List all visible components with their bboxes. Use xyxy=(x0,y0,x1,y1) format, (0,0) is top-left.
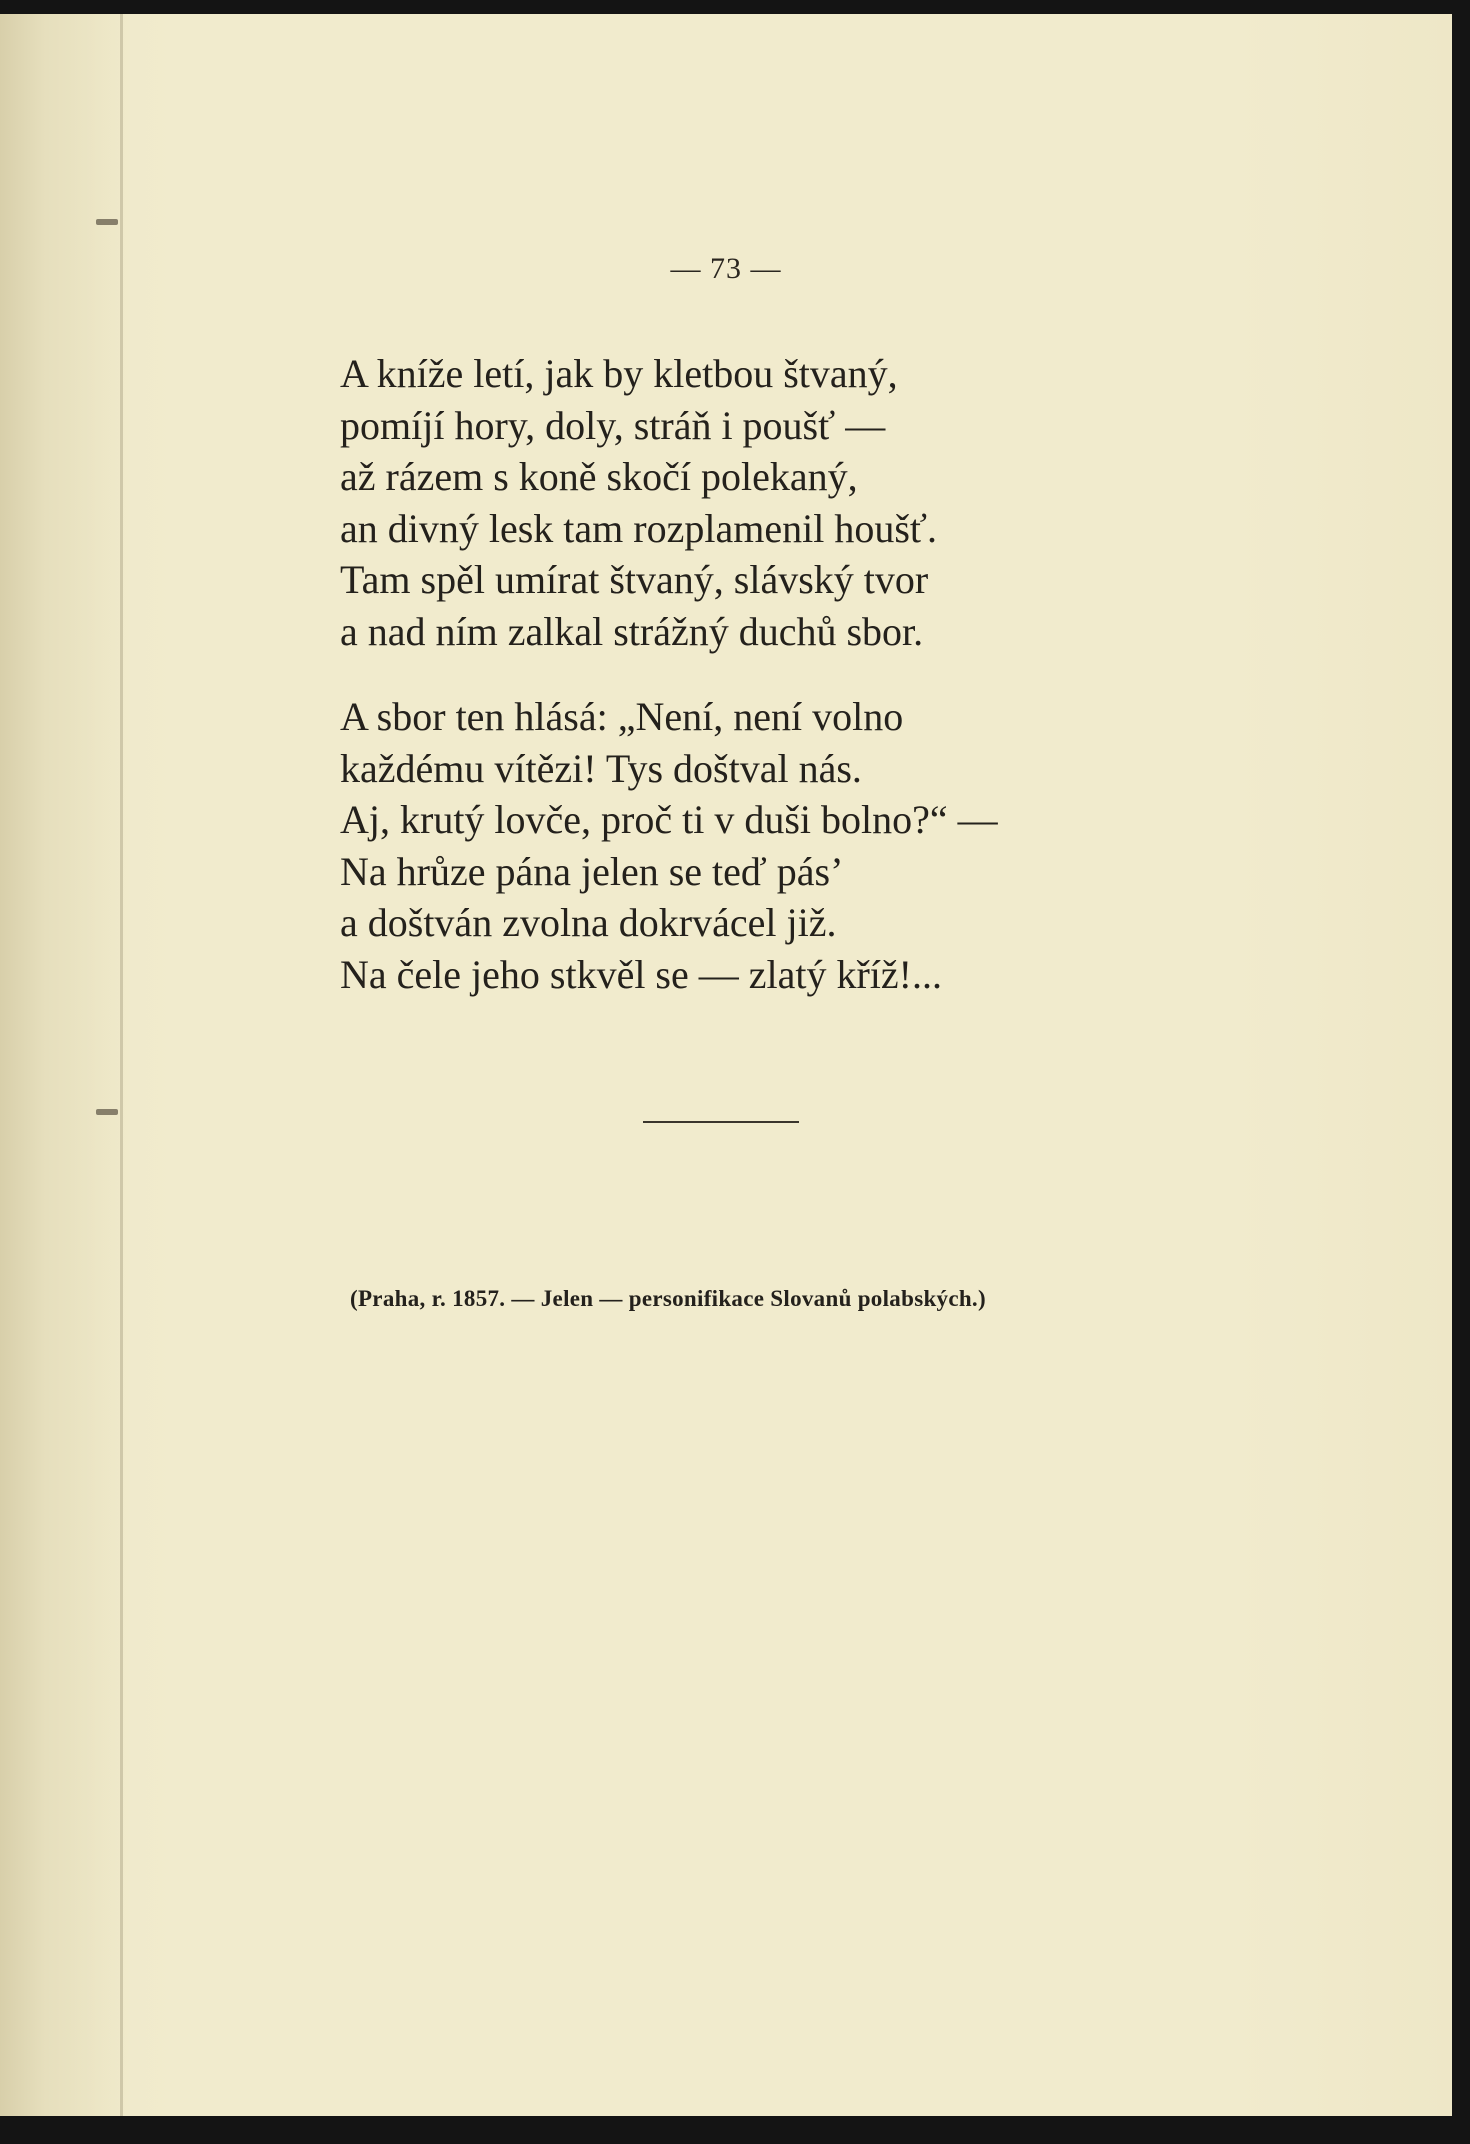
poem-line: Aj, krutý lovče, proč ti v duši bolno?“ — xyxy=(340,797,998,842)
stanza xyxy=(340,691,1240,1000)
binding-thread-mark xyxy=(96,1109,118,1115)
poem-line: Na hrůze pána jelen se teď pás’ xyxy=(340,848,844,894)
poem-line: až rázem s koně skočí polekaný, xyxy=(340,454,858,499)
poem-line: a nad ním zalkal strážný duchů sbor. xyxy=(340,608,924,654)
section-divider xyxy=(643,1121,799,1123)
poem-line: Na čele jeho stkvěl se — zlatý kříž!... xyxy=(340,951,942,997)
poem-line: pomíjí hory, doly, stráň i poušť — xyxy=(340,402,886,448)
poem-line: každému vítězi! Tys doštval nás. xyxy=(340,745,862,791)
poem-line: A sbor ten hlásá: „Není, není volno xyxy=(340,694,904,739)
poem-line: an divný lesk tam rozplamenil houšť. xyxy=(340,505,937,551)
binding-thread-mark xyxy=(96,219,118,225)
footnote: (Praha, r. 1857. — Jelen — personifikace Slovanů polabských.) xyxy=(350,1286,986,1311)
binding-gutter xyxy=(0,14,130,2116)
poem-line: A kníže letí, jak by kletbou štvaný, xyxy=(340,351,898,396)
paper-page xyxy=(0,14,1452,2116)
poem-text xyxy=(340,348,1240,1000)
page-number: — 73 — xyxy=(670,252,782,285)
poem-line: Tam spěl umírat štvaný, slávský tvor xyxy=(340,557,929,602)
gutter-fold-line xyxy=(120,14,123,2116)
stanza xyxy=(340,348,1240,657)
poem-line: a doštván zvolna dokrvácel již. xyxy=(340,900,837,945)
